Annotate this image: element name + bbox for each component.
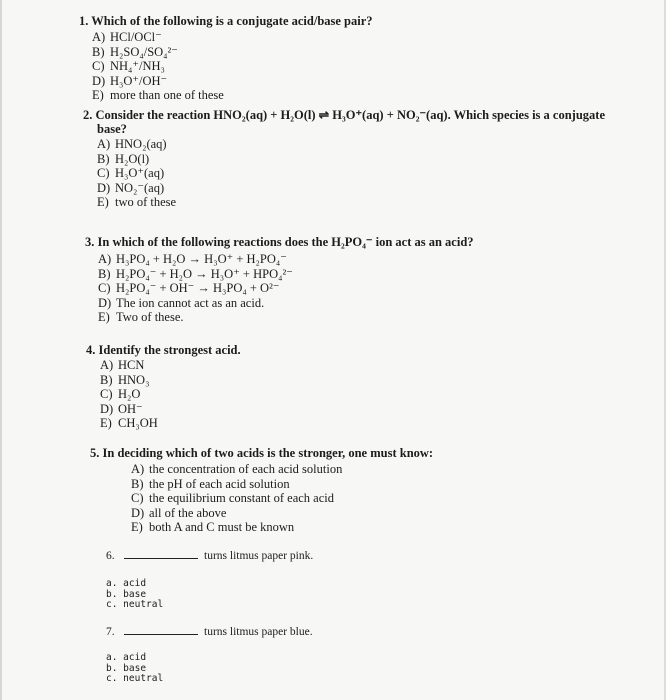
question-1-text: 1. Which of the following is a conjugate acid/base pair?: [79, 14, 373, 28]
q7-choice-neutral[interactable]: c. neutral: [106, 673, 164, 684]
question-4-text: 4. Identify the strongest acid.: [86, 343, 241, 357]
question-6: [106, 550, 313, 611]
q4-option-e[interactable]: E) CH₃OH: [100, 416, 158, 430]
q4-option-a[interactable]: A) HCN: [100, 358, 145, 372]
q5-option-a[interactable]: A) the concentration of each acid solution: [131, 462, 343, 476]
question-1: [79, 14, 373, 103]
question-3-text: 3. In which of the following reactions does the H₂PO₄⁻ ion act as an acid?: [85, 235, 474, 249]
q1-option-a[interactable]: A) HCl/OCl⁻: [92, 30, 162, 44]
q1-option-e[interactable]: E) more than one of these: [92, 88, 224, 102]
q2-option-a[interactable]: A) HNO₂(aq): [97, 137, 167, 151]
question-5: [90, 446, 433, 535]
q5-option-d[interactable]: D) all of the above: [131, 505, 227, 520]
question-7-statement: turns litmus paper blue.: [204, 626, 313, 638]
q3-option-d[interactable]: D) The ion cannot act as an acid.: [98, 295, 265, 310]
q7-choice-acid[interactable]: a. acid: [106, 652, 147, 663]
question-2-text-line2: base?: [97, 122, 127, 136]
q6-choice-neutral[interactable]: c. neutral: [106, 599, 164, 610]
question-2-text-line1: 2. Consider the reaction HNO₂(aq) + H₂O(l) ⇌ H₃O⁺(aq) + NO₂⁻(aq). Which species is a conjugate: [83, 108, 605, 122]
question-6-number: 6.: [106, 550, 115, 562]
q2-option-e[interactable]: E) two of these: [97, 195, 177, 209]
q5-option-c[interactable]: C) the equilibrium constant of each acid: [131, 491, 335, 505]
q1-option-b[interactable]: B) H₂SO₄/SO₄²⁻: [92, 44, 178, 59]
q6-choice-acid[interactable]: a. acid: [106, 578, 147, 589]
question-6-answer-blank[interactable]: [124, 558, 198, 559]
q3-option-b[interactable]: B) H₂PO₄⁻ + H₂O → H₃O⁺ + HPO₄²⁻: [98, 266, 293, 281]
question-4: [86, 343, 241, 431]
question-7-answer-blank[interactable]: [124, 634, 198, 635]
q2-option-c[interactable]: C) H₃O⁺(aq): [97, 166, 165, 180]
q1-option-d[interactable]: D) H₃O⁺/OH⁻: [92, 73, 168, 88]
q4-option-c[interactable]: C) H₂O: [100, 387, 141, 401]
q7-choice-base[interactable]: b. base: [106, 662, 147, 674]
q6-choice-base[interactable]: b. base: [106, 588, 147, 600]
q4-option-b[interactable]: B) HNO₃: [100, 372, 150, 387]
q3-option-c[interactable]: C) H₂PO₄⁻ + OH⁻ → H₃PO₄ + O²⁻: [98, 281, 280, 295]
q5-option-e[interactable]: E) both A and C must be known: [131, 520, 295, 534]
question-2: [83, 108, 605, 210]
q4-option-d[interactable]: D) OH⁻: [100, 401, 143, 416]
question-3: [85, 235, 474, 325]
question-7: [106, 626, 313, 685]
question-7-number: 7.: [106, 626, 115, 638]
q5-option-b[interactable]: B) the pH of each acid solution: [131, 476, 290, 491]
q2-option-b[interactable]: B) H₂O(l): [97, 151, 150, 166]
q3-option-e[interactable]: E) Two of these.: [98, 310, 184, 324]
q2-option-d[interactable]: D) NO₂⁻(aq): [97, 180, 165, 195]
question-5-text: 5. In deciding which of two acids is the stronger, one must know:: [90, 446, 434, 460]
question-6-statement: turns litmus paper pink.: [204, 550, 314, 562]
q3-option-a[interactable]: A) H₃PO₄ + H₂O → H₃O⁺ + H₂PO₄⁻: [98, 252, 287, 266]
page-edge-left: [0, 0, 2, 700]
q1-option-c[interactable]: C) NH₄⁺/NH₃: [92, 59, 165, 73]
